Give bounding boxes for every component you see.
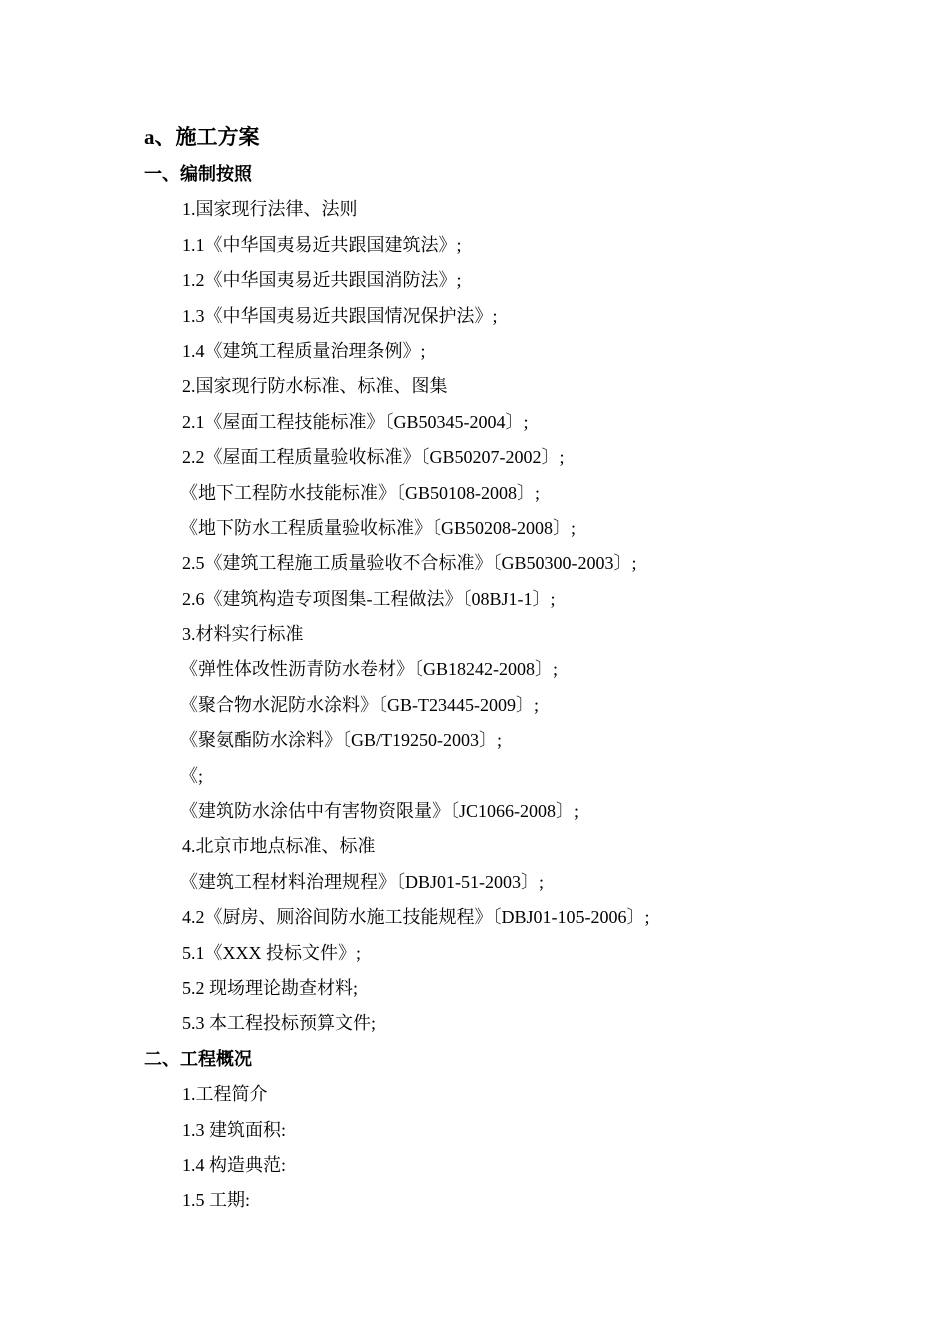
list-item: 1.1《中华国夷易近共跟国建筑法》; — [182, 234, 462, 255]
list-item: 《聚氨酯防水涂料》〔GB/T19250-2003〕; — [180, 730, 502, 751]
list-item: 2.1《屋面工程技能标准》〔GB50345-2004〕; — [182, 411, 529, 432]
list-item: 1.5 工期: — [182, 1190, 251, 1211]
list-item: 1.4《建筑工程质量治理条例》; — [182, 340, 426, 361]
list-item: 2.6《建筑构造专项图集-工程做法》〔08BJ1-1〕; — [182, 588, 556, 609]
list-item: 1.4 构造典范: — [182, 1154, 287, 1175]
list-item: 《建筑防水涂估中有害物资限量》〔JC1066-2008〕; — [180, 801, 580, 822]
list-item: 《地下防水工程质量验收标准》〔GB50208-2008〕; — [180, 517, 576, 538]
list-item: 1.2《中华国夷易近共跟国消防法》; — [182, 270, 462, 291]
list-item: 《建筑工程材料治理规程》〔DBJ01-51-2003〕; — [180, 871, 544, 892]
document-body — [0, 157, 950, 1219]
document-title: a、施工方案 — [144, 125, 260, 149]
list-item: 2.5《建筑工程施工质量验收不合标准》〔GB50300-2003〕; — [182, 553, 637, 574]
list-item: 5.3 本工程投标预算文件; — [182, 1013, 377, 1034]
subsection-heading: 1.国家现行法律、法则 — [182, 199, 358, 220]
list-item: 4.2《厨房、厕浴间防水施工技能规程》〔DBJ01-105-2006〕; — [182, 907, 650, 928]
list-item: 5.1《XXX 投标文件》; — [182, 942, 361, 963]
list-item: 《弹性体改性沥青防水卷材》〔GB18242-2008〕; — [180, 659, 558, 680]
list-item: 2.2《屋面工程质量验收标准》〔GB50207-2002〕; — [182, 447, 565, 468]
list-item: 5.2 现场理论勘查材料; — [182, 977, 359, 998]
section-heading: 二、工程概况 — [144, 1048, 252, 1069]
subsection-heading: 1.工程简介 — [182, 1084, 268, 1105]
list-item: 《地下工程防水技能标准》〔GB50108-2008〕; — [180, 482, 540, 503]
section-heading: 一、编制按照 — [144, 164, 252, 184]
subsection-heading: 2.国家现行防水标准、标准、图集 — [182, 376, 448, 397]
list-item: 《聚合物水泥防水涂料》〔GB-T23445-2009〕; — [180, 694, 539, 715]
list-item: 1.3《中华国夷易近共跟国情况保护法》; — [182, 305, 498, 326]
list-item: 1.3 建筑面积: — [182, 1119, 287, 1140]
list-item: 《; — [180, 765, 204, 786]
subsection-heading: 4.北京市地点标准、标准 — [182, 836, 376, 857]
subsection-heading: 3.材料实行标准 — [182, 624, 304, 645]
